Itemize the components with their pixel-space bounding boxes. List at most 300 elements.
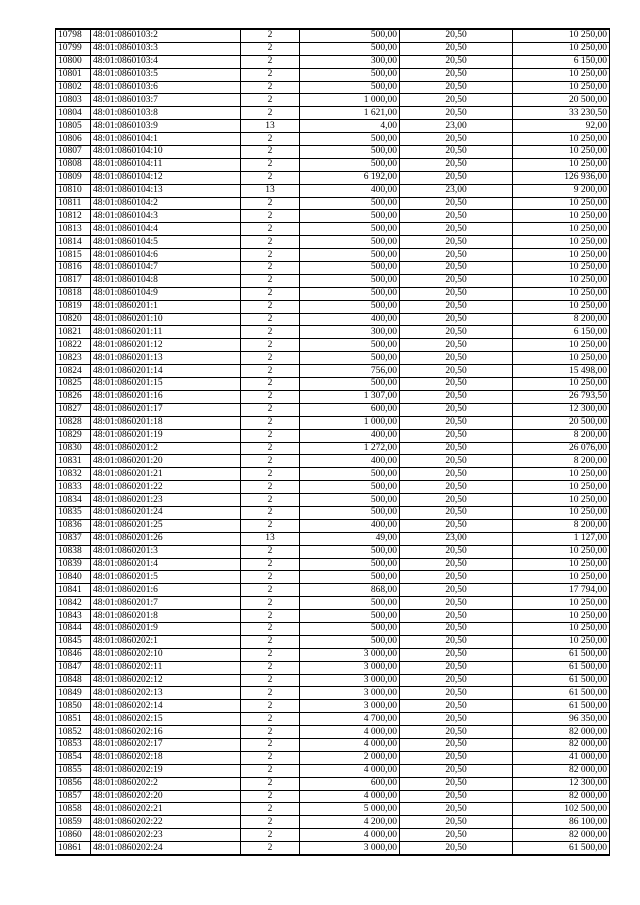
row-number-cell: 10816 [56,262,91,275]
amount-cell: 17 794,00 [513,584,610,597]
amount-cell: 20 500,00 [513,94,610,107]
category-code-cell: 2 [241,313,300,326]
rate-cell: 20,50 [400,455,513,468]
rate-cell: 20,50 [400,635,513,648]
row-number-cell: 10815 [56,249,91,262]
cadastral-number-cell: 48:01:0860104:6 [91,249,241,262]
amount-cell: 8 200,00 [513,313,610,326]
area-cell: 500,00 [300,81,400,94]
table-row [56,713,610,726]
row-number-cell: 10826 [56,390,91,403]
cadastral-number-cell: 48:01:0860201:25 [91,519,241,532]
table-row [56,700,610,713]
cadastral-number-cell: 48:01:0860201:8 [91,610,241,623]
row-number-cell: 10802 [56,81,91,94]
cadastral-number-cell: 48:01:0860103:6 [91,81,241,94]
rate-cell: 23,00 [400,532,513,545]
area-cell: 400,00 [300,313,400,326]
cadastral-number-cell: 48:01:0860201:11 [91,326,241,339]
area-cell: 2 000,00 [300,751,400,764]
cadastral-number-cell: 48:01:0860202:20 [91,790,241,803]
cadastral-number-cell: 48:01:0860202:11 [91,661,241,674]
cadastral-number-cell: 48:01:0860202:1 [91,635,241,648]
row-number-cell: 10844 [56,622,91,635]
amount-cell: 61 500,00 [513,700,610,713]
amount-cell: 86 100,00 [513,816,610,829]
category-code-cell: 2 [241,390,300,403]
area-cell: 3 000,00 [300,700,400,713]
amount-cell: 82 000,00 [513,726,610,739]
table-row [56,764,610,777]
amount-cell: 12 300,00 [513,777,610,790]
row-number-cell: 10819 [56,300,91,313]
area-cell: 500,00 [300,378,400,391]
row-number-cell: 10800 [56,55,91,68]
table-row [56,481,610,494]
rate-cell: 20,50 [400,610,513,623]
amount-cell: 10 250,00 [513,571,610,584]
row-number-cell: 10853 [56,738,91,751]
amount-cell: 102 500,00 [513,803,610,816]
area-cell: 500,00 [300,146,400,159]
row-number-cell: 10855 [56,764,91,777]
area-cell: 500,00 [300,610,400,623]
table-row [56,223,610,236]
area-cell: 500,00 [300,262,400,275]
row-number-cell: 10814 [56,236,91,249]
cadastral-number-cell: 48:01:0860103:7 [91,94,241,107]
amount-cell: 82 000,00 [513,829,610,842]
rate-cell: 20,50 [400,700,513,713]
rate-cell: 20,50 [400,107,513,120]
table-row [56,313,610,326]
row-number-cell: 10833 [56,481,91,494]
table-row [56,751,610,764]
row-number-cell: 10836 [56,519,91,532]
cadastral-number-cell: 48:01:0860104:12 [91,171,241,184]
cadastral-number-cell: 48:01:0860104:9 [91,287,241,300]
cadastral-number-cell: 48:01:0860202:14 [91,700,241,713]
amount-cell: 10 250,00 [513,622,610,635]
area-cell: 1 000,00 [300,416,400,429]
area-cell: 500,00 [300,249,400,262]
rate-cell: 20,50 [400,468,513,481]
table-row [56,390,610,403]
category-code-cell: 13 [241,184,300,197]
rate-cell: 20,50 [400,829,513,842]
land-parcel-table [55,28,610,856]
table-row [56,55,610,68]
category-code-cell: 2 [241,29,300,42]
category-code-cell: 2 [241,545,300,558]
cadastral-number-cell: 48:01:0860201:12 [91,339,241,352]
cadastral-number-cell: 48:01:0860201:16 [91,390,241,403]
area-cell: 500,00 [300,133,400,146]
amount-cell: 20 500,00 [513,416,610,429]
amount-cell: 61 500,00 [513,687,610,700]
cadastral-number-cell: 48:01:0860202:16 [91,726,241,739]
area-cell: 500,00 [300,274,400,287]
row-number-cell: 10843 [56,610,91,623]
cadastral-number-cell: 48:01:0860202:24 [91,842,241,855]
amount-cell: 10 250,00 [513,210,610,223]
category-code-cell: 2 [241,210,300,223]
table-body [56,29,610,855]
area-cell: 3 000,00 [300,842,400,855]
category-code-cell: 2 [241,416,300,429]
area-cell: 4 000,00 [300,738,400,751]
category-code-cell: 2 [241,481,300,494]
row-number-cell: 10804 [56,107,91,120]
rate-cell: 20,50 [400,416,513,429]
table-row [56,622,610,635]
amount-cell: 1 127,00 [513,532,610,545]
amount-cell: 26 793,50 [513,390,610,403]
category-code-cell: 13 [241,532,300,545]
row-number-cell: 10851 [56,713,91,726]
category-code-cell: 2 [241,738,300,751]
area-cell: 500,00 [300,481,400,494]
area-cell: 500,00 [300,210,400,223]
area-cell: 4 000,00 [300,790,400,803]
area-cell: 500,00 [300,571,400,584]
row-number-cell: 10839 [56,558,91,571]
cadastral-number-cell: 48:01:0860202:21 [91,803,241,816]
row-number-cell: 10829 [56,429,91,442]
category-code-cell: 2 [241,610,300,623]
cadastral-number-cell: 48:01:0860103:2 [91,29,241,42]
category-code-cell: 2 [241,262,300,275]
category-code-cell: 2 [241,584,300,597]
category-code-cell: 2 [241,764,300,777]
table-row [56,81,610,94]
area-cell: 1 272,00 [300,442,400,455]
category-code-cell: 2 [241,700,300,713]
table-row [56,262,610,275]
table-row [56,210,610,223]
amount-cell: 10 250,00 [513,81,610,94]
cadastral-number-cell: 48:01:0860103:3 [91,42,241,55]
amount-cell: 10 250,00 [513,558,610,571]
area-cell: 500,00 [300,558,400,571]
rate-cell: 20,50 [400,81,513,94]
area-cell: 500,00 [300,468,400,481]
table-row [56,352,610,365]
area-cell: 756,00 [300,365,400,378]
category-code-cell: 2 [241,455,300,468]
cadastral-number-cell: 48:01:0860201:1 [91,300,241,313]
category-code-cell: 2 [241,751,300,764]
category-code-cell: 2 [241,133,300,146]
rate-cell: 20,50 [400,378,513,391]
row-number-cell: 10807 [56,146,91,159]
cadastral-number-cell: 48:01:0860201:23 [91,494,241,507]
category-code-cell: 2 [241,622,300,635]
amount-cell: 82 000,00 [513,738,610,751]
table-row [56,365,610,378]
table-row [56,378,610,391]
amount-cell: 96 350,00 [513,713,610,726]
cadastral-number-cell: 48:01:0860201:9 [91,622,241,635]
table-row [56,803,610,816]
category-code-cell: 2 [241,197,300,210]
category-code-cell: 2 [241,365,300,378]
amount-cell: 10 250,00 [513,545,610,558]
area-cell: 3 000,00 [300,687,400,700]
table-row [56,635,610,648]
rate-cell: 20,50 [400,764,513,777]
table-row [56,107,610,120]
rate-cell: 20,50 [400,29,513,42]
area-cell: 3 000,00 [300,661,400,674]
rate-cell: 20,50 [400,42,513,55]
table-row [56,468,610,481]
rate-cell: 20,50 [400,287,513,300]
row-number-cell: 10848 [56,674,91,687]
rate-cell: 20,50 [400,158,513,171]
amount-cell: 126 936,00 [513,171,610,184]
rate-cell: 20,50 [400,648,513,661]
category-code-cell: 2 [241,94,300,107]
area-cell: 1 621,00 [300,107,400,120]
amount-cell: 33 230,50 [513,107,610,120]
amount-cell: 10 250,00 [513,197,610,210]
area-cell: 500,00 [300,29,400,42]
category-code-cell: 2 [241,803,300,816]
cadastral-number-cell: 48:01:0860202:10 [91,648,241,661]
table-row [56,339,610,352]
amount-cell: 26 076,00 [513,442,610,455]
row-number-cell: 10830 [56,442,91,455]
cadastral-number-cell: 48:01:0860202:19 [91,764,241,777]
amount-cell: 61 500,00 [513,648,610,661]
amount-cell: 10 250,00 [513,597,610,610]
category-code-cell: 2 [241,81,300,94]
amount-cell: 10 250,00 [513,339,610,352]
rate-cell: 20,50 [400,313,513,326]
row-number-cell: 10834 [56,494,91,507]
cadastral-number-cell: 48:01:0860104:3 [91,210,241,223]
table-row [56,726,610,739]
area-cell: 4 000,00 [300,764,400,777]
cadastral-number-cell: 48:01:0860201:17 [91,403,241,416]
area-cell: 49,00 [300,532,400,545]
row-number-cell: 10821 [56,326,91,339]
area-cell: 500,00 [300,236,400,249]
table-row [56,300,610,313]
row-number-cell: 10854 [56,751,91,764]
area-cell: 500,00 [300,545,400,558]
table-row [56,171,610,184]
table-row [56,790,610,803]
amount-cell: 61 500,00 [513,674,610,687]
rate-cell: 20,50 [400,687,513,700]
table-row [56,558,610,571]
rate-cell: 20,50 [400,738,513,751]
table-row [56,94,610,107]
area-cell: 500,00 [300,42,400,55]
amount-cell: 10 250,00 [513,300,610,313]
cadastral-number-cell: 48:01:0860201:19 [91,429,241,442]
amount-cell: 10 250,00 [513,274,610,287]
amount-cell: 82 000,00 [513,790,610,803]
cadastral-number-cell: 48:01:0860201:7 [91,597,241,610]
cadastral-number-cell: 48:01:0860104:4 [91,223,241,236]
row-number-cell: 10841 [56,584,91,597]
row-number-cell: 10852 [56,726,91,739]
table-row [56,661,610,674]
rate-cell: 20,50 [400,506,513,519]
cadastral-number-cell: 48:01:0860201:22 [91,481,241,494]
cadastral-number-cell: 48:01:0860202:22 [91,816,241,829]
row-number-cell: 10799 [56,42,91,55]
row-number-cell: 10827 [56,403,91,416]
rate-cell: 20,50 [400,481,513,494]
amount-cell: 10 250,00 [513,133,610,146]
category-code-cell: 2 [241,171,300,184]
rate-cell: 20,50 [400,661,513,674]
table-row [56,146,610,159]
category-code-cell: 2 [241,42,300,55]
row-number-cell: 10825 [56,378,91,391]
category-code-cell: 2 [241,816,300,829]
category-code-cell: 2 [241,674,300,687]
category-code-cell: 2 [241,107,300,120]
amount-cell: 8 200,00 [513,429,610,442]
area-cell: 500,00 [300,494,400,507]
cadastral-number-cell: 48:01:0860104:11 [91,158,241,171]
amount-cell: 10 250,00 [513,262,610,275]
area-cell: 500,00 [300,506,400,519]
row-number-cell: 10857 [56,790,91,803]
category-code-cell: 2 [241,661,300,674]
row-number-cell: 10842 [56,597,91,610]
rate-cell: 20,50 [400,300,513,313]
row-number-cell: 10832 [56,468,91,481]
category-code-cell: 2 [241,403,300,416]
category-code-cell: 2 [241,339,300,352]
category-code-cell: 2 [241,378,300,391]
rate-cell: 20,50 [400,171,513,184]
category-code-cell: 2 [241,635,300,648]
rate-cell: 20,50 [400,326,513,339]
area-cell: 500,00 [300,352,400,365]
rate-cell: 20,50 [400,713,513,726]
cadastral-number-cell: 48:01:0860202:2 [91,777,241,790]
category-code-cell: 2 [241,687,300,700]
table-row [56,287,610,300]
cadastral-number-cell: 48:01:0860201:20 [91,455,241,468]
rate-cell: 20,50 [400,842,513,855]
amount-cell: 10 250,00 [513,610,610,623]
category-code-cell: 2 [241,158,300,171]
rate-cell: 23,00 [400,120,513,133]
rate-cell: 20,50 [400,365,513,378]
category-code-cell: 2 [241,55,300,68]
table-row [56,494,610,507]
rate-cell: 20,50 [400,777,513,790]
category-code-cell: 2 [241,519,300,532]
rate-cell: 20,50 [400,751,513,764]
amount-cell: 10 250,00 [513,236,610,249]
rate-cell: 20,50 [400,429,513,442]
table-row [56,532,610,545]
row-number-cell: 10861 [56,842,91,855]
area-cell: 500,00 [300,300,400,313]
row-number-cell: 10818 [56,287,91,300]
row-number-cell: 10828 [56,416,91,429]
category-code-cell: 2 [241,352,300,365]
category-code-cell: 2 [241,146,300,159]
table-row [56,236,610,249]
category-code-cell: 2 [241,442,300,455]
area-cell: 1 307,00 [300,390,400,403]
cadastral-number-cell: 48:01:0860104:5 [91,236,241,249]
rate-cell: 20,50 [400,816,513,829]
category-code-cell: 2 [241,829,300,842]
row-number-cell: 10835 [56,506,91,519]
rate-cell: 20,50 [400,558,513,571]
area-cell: 300,00 [300,326,400,339]
category-code-cell: 2 [241,326,300,339]
area-cell: 4 200,00 [300,816,400,829]
row-number-cell: 10801 [56,68,91,81]
table-row [56,120,610,133]
cadastral-number-cell: 48:01:0860201:3 [91,545,241,558]
row-number-cell: 10805 [56,120,91,133]
cadastral-number-cell: 48:01:0860103:9 [91,120,241,133]
cadastral-number-cell: 48:01:0860103:4 [91,55,241,68]
amount-cell: 10 250,00 [513,42,610,55]
row-number-cell: 10817 [56,274,91,287]
rate-cell: 20,50 [400,803,513,816]
area-cell: 500,00 [300,158,400,171]
row-number-cell: 10856 [56,777,91,790]
category-code-cell: 13 [241,120,300,133]
table-row [56,455,610,468]
cadastral-number-cell: 48:01:0860201:21 [91,468,241,481]
cadastral-number-cell: 48:01:0860201:14 [91,365,241,378]
category-code-cell: 2 [241,236,300,249]
cadastral-number-cell: 48:01:0860201:26 [91,532,241,545]
row-number-cell: 10850 [56,700,91,713]
rate-cell: 20,50 [400,790,513,803]
category-code-cell: 2 [241,494,300,507]
amount-cell: 10 250,00 [513,146,610,159]
area-cell: 300,00 [300,55,400,68]
table-row [56,648,610,661]
row-number-cell: 10845 [56,635,91,648]
category-code-cell: 2 [241,249,300,262]
rate-cell: 20,50 [400,249,513,262]
area-cell: 500,00 [300,339,400,352]
table-row [56,442,610,455]
rate-cell: 20,50 [400,352,513,365]
category-code-cell: 2 [241,300,300,313]
row-number-cell: 10858 [56,803,91,816]
amount-cell: 8 200,00 [513,455,610,468]
rate-cell: 20,50 [400,545,513,558]
table-row [56,274,610,287]
amount-cell: 10 250,00 [513,158,610,171]
rate-cell: 20,50 [400,55,513,68]
amount-cell: 10 250,00 [513,287,610,300]
amount-cell: 10 250,00 [513,468,610,481]
area-cell: 4 000,00 [300,829,400,842]
row-number-cell: 10849 [56,687,91,700]
area-cell: 4 000,00 [300,726,400,739]
area-cell: 3 000,00 [300,648,400,661]
